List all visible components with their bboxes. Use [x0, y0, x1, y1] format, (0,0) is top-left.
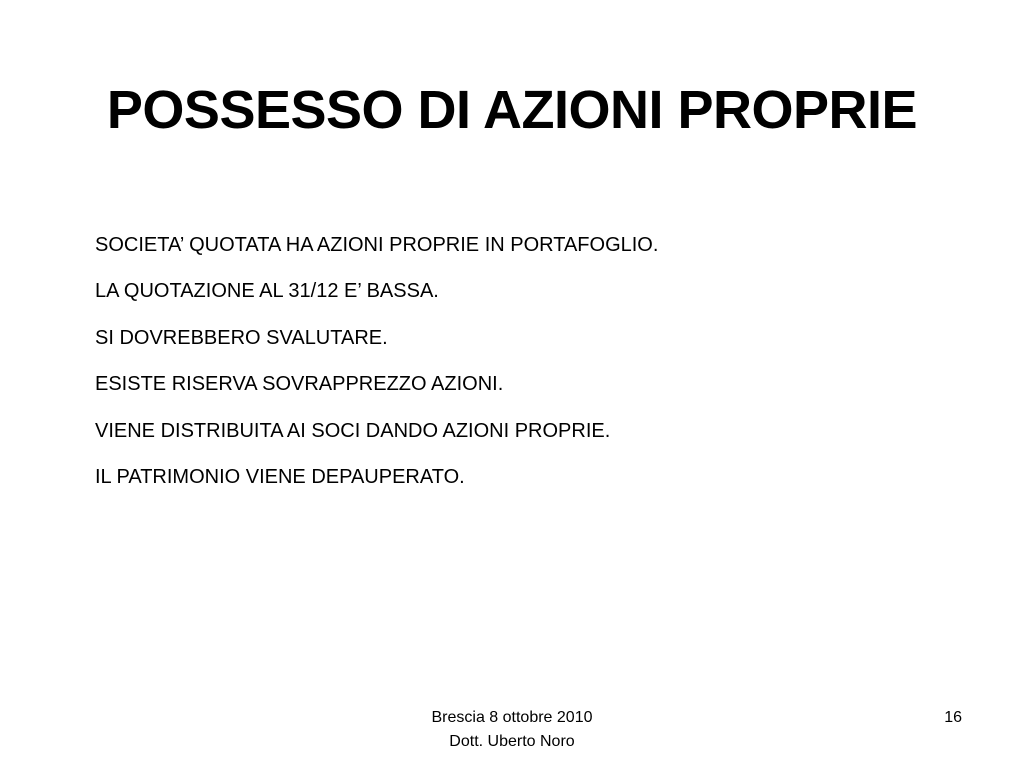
body-line: LA QUOTAZIONE AL 31/12 E’ BASSA. — [95, 280, 439, 303]
body-line: SI DOVREBBERO SVALUTARE. — [95, 326, 388, 349]
slide-title: POSSESSO DI AZIONI PROPRIE — [106, 80, 918, 140]
body-line: ESISTE RISERVA SOVRAPPREZZO AZIONI. — [95, 373, 504, 396]
footer-author: Dott. Uberto Noro — [449, 733, 575, 750]
footer-event: Brescia 8 ottobre 2010 — [431, 709, 593, 726]
body-line: VIENE DISTRIBUITA AI SOCI DANDO AZIONI PROPRIE. — [95, 419, 611, 442]
body-line: IL PATRIMONIO VIENE DEPAUPERATO. — [95, 465, 465, 488]
slide-body — [95, 228, 975, 506]
slide-number: 16 — [944, 709, 962, 726]
footer-info — [362, 706, 662, 754]
body-line: SOCIETA’ QUOTATA HA AZIONI PROPRIE IN PORTAFOGLIO. — [95, 234, 659, 256]
